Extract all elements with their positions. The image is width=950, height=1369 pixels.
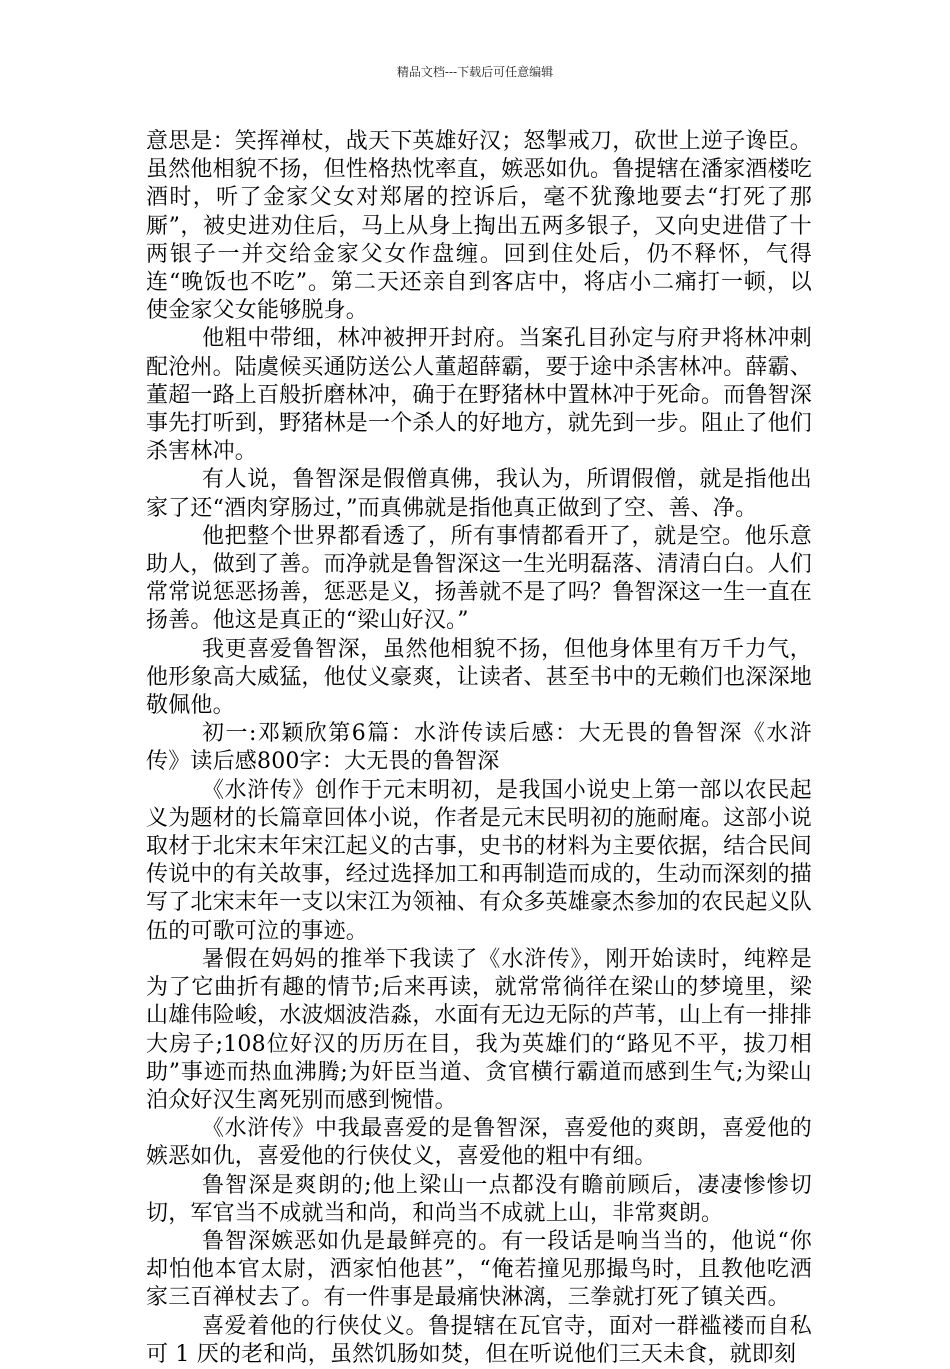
paragraph-11: 鲁智深嫉恶如仇是最鲜亮的。有一段话是响当当的，他说“你却怕他本官太尉，洒家怕他甚”，“俺若撞见那撮鸟时，且教他吃洒家三百禅杖去了。有一件事是最痛快淋漓，三拳就打死了镇关西。 [146, 1228, 812, 1311]
document-body [146, 128, 812, 1369]
paragraph-12: 喜爱着他的行侠仗义。鲁提辖在瓦官寺，面对一群褴褛而自私可 1 厌的老和尚，虽然饥肠如焚，但在听说他们三天未食，就即刻 [146, 1313, 812, 1367]
paragraph-9: 《水浒传》中我最喜爱的是鲁智深，喜爱他的爽朗，喜爱他的嫉恶如仇，喜爱他的行侠仗义，喜爱他的粗中有细。 [146, 1116, 812, 1170]
paragraph-2: 他粗中带细，林冲被押开封府。当案孔目孙定与府尹将林冲刺配沧州。陆虞候买通防送公人董超薛霸，要于途中杀害林冲。薛霸、董超一路上百般折磨林冲，确于在野猪林中置林冲于死命。而鲁智深事先打听到，野猪林是一个杀人的好地方，就先到一步。阻止了他们杀害林冲。 [146, 326, 813, 465]
paragraph-5: 我更喜爱鲁智深，虽然他相貌不扬，但他身体里有万千力气，他形象高大威猛，他仗义豪爽，让读者、甚至书中的无赖们也深深地敬佩他。 [146, 636, 813, 719]
paragraph-4: 他把整个世界都看透了，所有事情都看开了，就是空。他乐意助人，做到了善。而净就是鲁智深这一生光明磊落、清清白白。人们常常说惩恶扬善，惩恶是义，扬善就不是了吗？鲁智深这一生一直在扬善。他这是真正的“梁山好汉。” [146, 523, 813, 634]
paragraph-section-title: 初一:邓颖欣第6篇：水浒传读后感：大无畏的鲁智深《水浒传》读后感800字：大无畏的鲁智深 [146, 721, 812, 775]
paragraph-10: 鲁智深是爽朗的;他上梁山一点都没有瞻前顾后，凄凄惨惨切切，军官当不成就当和尚，和尚当不成就上山，非常爽朗。 [146, 1172, 812, 1226]
paragraph-8: 暑假在妈妈的推举下我读了《水浒传》，刚开始读时，纯粹是为了它曲折有趣的情节;后来再读，就常常徜徉在梁山的梦境里，梁山雄伟险峻，水波烟波浩淼，水面有无边无际的芦苇，山上有一排排大房子;108位好汉的历历在目，我为英雄们的“路见不平，拔刀相助”事迹而热血沸腾;为奸臣当道、贪官横行霸道而感到生气;为梁山泊众好汉生离死别而感到惋惜。 [146, 946, 813, 1113]
paragraph-1: 意思是：笑挥禅杖，战天下英雄好汉；怒掣戒刀，砍世上逆子谗臣。虽然他相貌不扬，但性格热忱率直，嫉恶如仇。鲁提辖在潘家酒楼吃酒时，听了金家父女对郑屠的控诉后，毫不犹豫地要去“打死了那厮”，被史进劝住后，马上从身上掏出五两多银子，又向史进借了十两银子一并交给金家父女作盘缠。回到住处后，仍不释怀，气得连“晚饭也不吃”。第二天还亲自到客店中，将店小二痛打一顿，以使金家父女能够脱身。 [146, 129, 813, 324]
paragraph-7: 《水浒传》创作于元末明初，是我国小说史上第一部以农民起义为题材的长篇章回体小说，作者是元末民明初的施耐庵。这部小说取材于北宋末年宋江起义的古事，史书的材料为主要依据，结合民间传说中的有关故事，经过选择加工和再制造而成的，生动而深刻的描写了北宋末年一支以宋江为领袖、有众多英雄豪杰参加的农民起义队伍的可歌可泣的事迹。 [146, 777, 813, 944]
paragraph-3: 有人说，鲁智深是假僧真佛，我认为，所谓假僧，就是指他出家了还“酒肉穿肠过，”而真佛就是指他真正做到了空、善、净。 [146, 467, 812, 521]
page-header: 精品文档---下载后可任意编辑 [396, 65, 554, 79]
